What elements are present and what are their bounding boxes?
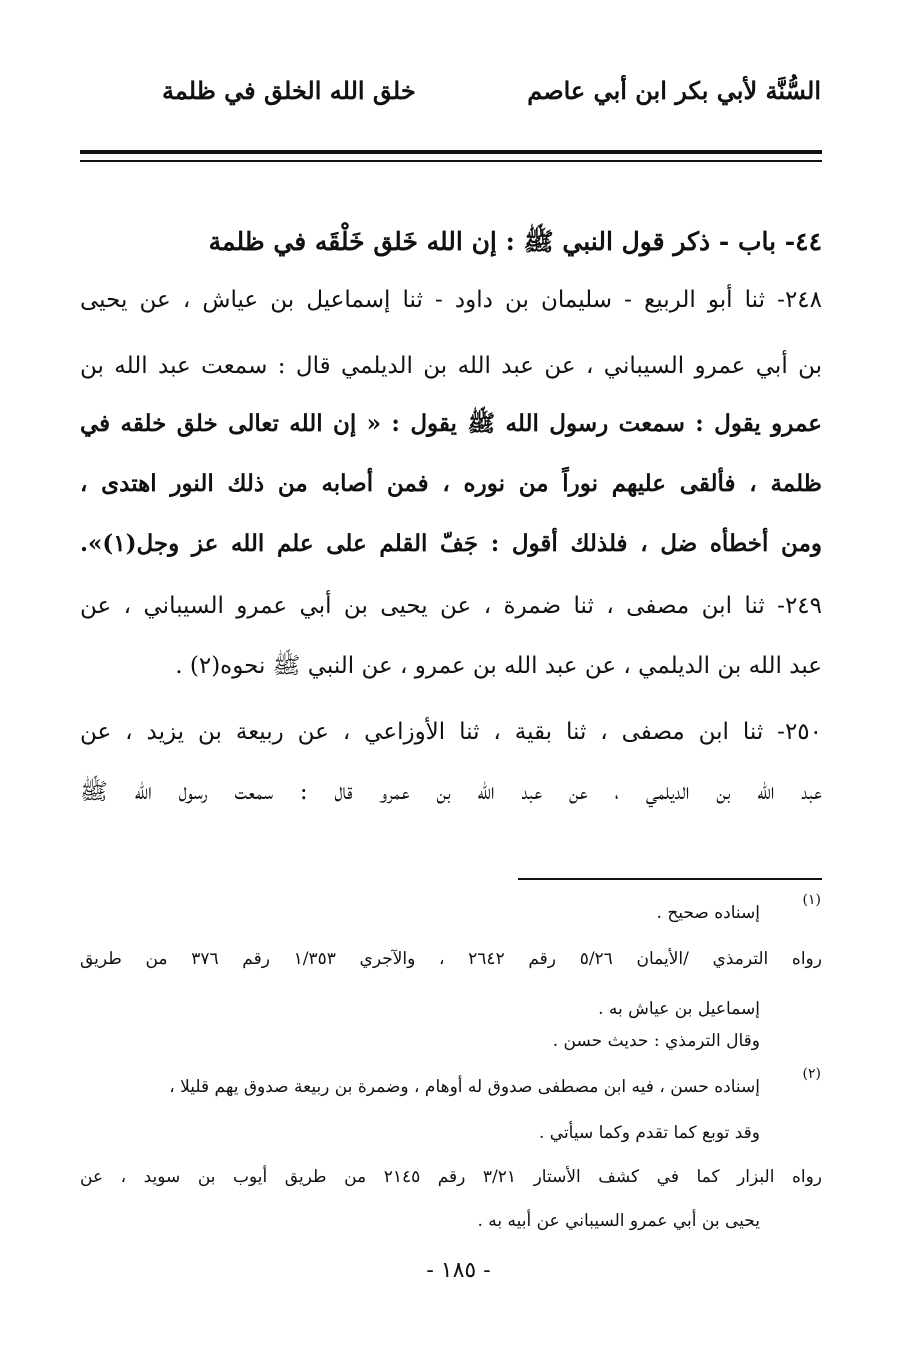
body-line: ٢٤٩- ثنا ابن مصفى ، ثنا ضمرة ، عن يحيى بن أبي عمرو السيباني ، عن — [80, 593, 822, 619]
body-line: عبد الله بن الديلمي ، عن عبد الله بن عمرو ، عن النبي ﷺ نحوه(٢) . — [175, 653, 822, 679]
footnote-line: إسناده صحيح . — [656, 903, 760, 923]
body-line: ومن أخطأه ضل ، فلذلك أقول : جَفّ القلم على علم الله عز وجل(١)». — [80, 530, 822, 557]
footnote-marker-2: (٢) — [802, 1066, 821, 1082]
header-rule-thin — [80, 160, 822, 162]
footnote-line: رواه البزار كما في كشف الأستار ٣/٢١ رقم ٢١٤٥ من طريق أيوب بن سويد ، عن — [80, 1167, 822, 1187]
header-rule-thick — [80, 150, 822, 154]
footnote-marker-1: (١) — [802, 892, 821, 908]
body-line: بن أبي عمرو السيباني ، عن عبد الله بن الديلمي قال : سمعت عبد الله بن — [80, 353, 822, 379]
body-line: عمرو يقول : سمعت رسول الله ﷺ يقول : « إن الله تعالى خلق خلقه في — [80, 410, 822, 437]
footnote-line: وقال الترمذي : حديث حسن . — [552, 1031, 760, 1051]
body-line: عبد الله بن الديلمي ، عن عبد الله بن عمرو قال : سمعت رسول الله ﷺ — [80, 779, 822, 805]
footnote-line: وقد توبع كما تقدم وكما سيأتي . — [538, 1123, 760, 1143]
section-heading: ٤٤- باب - ذكر قول النبي ﷺ : إن الله خَلق خَلْقَه في ظلمة — [208, 227, 822, 256]
running-header-book-title: السُّنَّة لأبي بكر ابن أبي عاصم — [527, 76, 821, 105]
footnote-line: إسماعيل بن عياش به . — [598, 999, 760, 1019]
footnote-line: يحيى بن أبي عمرو السيباني عن أبيه به . — [477, 1211, 760, 1231]
body-line: ظلمة ، فألقى عليهم نوراً من نوره ، فمن أصابه من ذلك النور اهتدى ، — [80, 470, 822, 497]
body-line: ٢٤٨- ثنا أبو الربيع - سليمان بن داود - ثنا إسماعيل بن عياش ، عن يحيى — [80, 287, 822, 313]
page-number: - ١٨٥ - — [426, 1258, 491, 1283]
running-header-chapter-title: خلق الله الخلق في ظلمة — [162, 76, 416, 105]
footnote-separator — [518, 878, 822, 880]
footnote-line: إسناده حسن ، فيه ابن مصطفى صدوق له أوهام ، وضمرة بن ربيعة صدوق يهم قليلا ، — [169, 1077, 760, 1097]
body-line: ٢٥٠- ثنا ابن مصفى ، ثنا بقية ، ثنا الأوزاعي ، عن ربيعة بن يزيد ، عن — [80, 719, 822, 745]
footnote-line: رواه الترمذي /الأيمان ٥/٢٦ رقم ٢٦٤٢ ، والآجري ١/٣٥٣ رقم ٣٧٦ من طريق — [80, 949, 822, 969]
